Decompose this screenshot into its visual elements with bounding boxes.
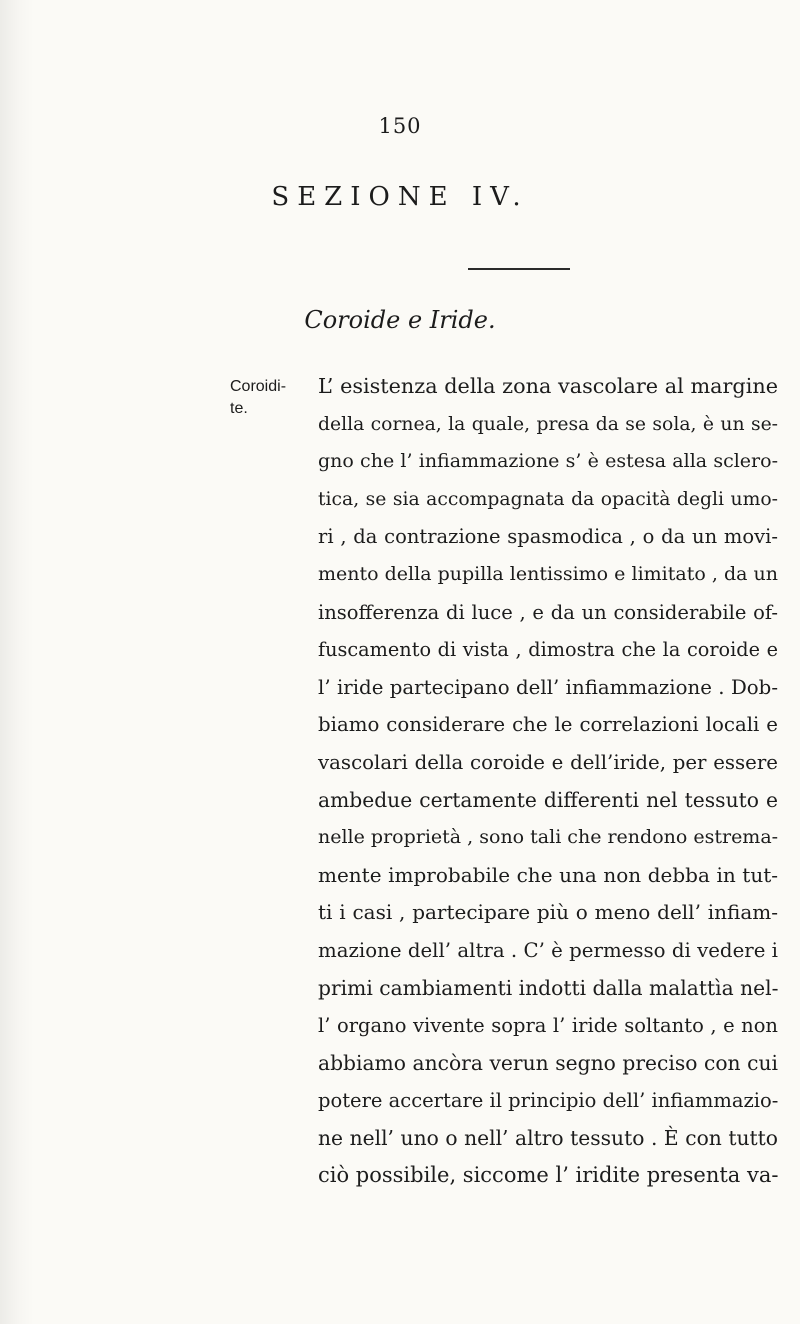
margin-note — [230, 376, 300, 420]
text-line: L’ esistenza della zona vascolare al margine — [318, 374, 778, 398]
section-heading: SEZIONE IV. — [271, 182, 529, 212]
body-paragraph — [318, 368, 778, 1195]
text-line: l’ organo vivente sopra l’ iride soltanto , e non — [318, 1014, 778, 1038]
text-line: della cornea, la quale, presa da se sola, è un se- — [318, 413, 778, 435]
text-line: ti i casi , partecipare più o meno dell’ infiam- — [318, 900, 778, 925]
text-line: mento della pupilla lentissimo e limitato , da un — [318, 562, 778, 585]
text-line: insofferenza di luce , e da un considerabile of- — [318, 600, 778, 624]
text-line: primi cambiamenti indotti dalla malattìa nel- — [318, 975, 779, 1000]
margin-note-line: te. — [230, 400, 248, 417]
text-line: l’ iride partecipano dell’ infiammazione . Dob- — [318, 675, 778, 699]
text-line: nelle proprietà , sono tali che rendono estrema- — [318, 826, 779, 849]
page-number: 150 — [378, 114, 422, 138]
text-line: ne nell’ uno o nell’ altro tessuto . È con tutto — [318, 1125, 778, 1150]
text-line: abbiamo ancòra verun segno preciso con cui — [318, 1050, 778, 1075]
text-line: potere accertare il principio dell’ infiammazio- — [318, 1089, 779, 1113]
text-line: ri , da contrazione spasmodica , o da un movi- — [318, 525, 778, 549]
text-line: mazione dell’ altra . C’ è permesso di vedere i — [318, 938, 778, 962]
text-line: mente improbabile che una non debba in tut- — [318, 862, 778, 887]
text-line: biamo considerare che le correlazioni locali e — [318, 713, 778, 737]
text-line: fuscamento di vista , dimostra che la coroide e — [318, 638, 778, 662]
heading-rule — [468, 268, 570, 270]
text-line: vascolari della coroide e dell’iride, per essere — [318, 750, 778, 774]
chapter-title: Coroide e Iride. — [304, 306, 496, 334]
margin-note-line: Coroidi- — [230, 378, 287, 395]
text-line: ambedue certamente differenti nel tessuto e — [318, 787, 778, 812]
text-line: tica, se sia accompagnata da opacità degli umo- — [318, 488, 778, 510]
text-line: gno che l’ infiammazione s’ è estesa alla sclero- — [318, 450, 778, 473]
text-line: ciò possibile, siccome l’ iridite presenta va- — [318, 1163, 779, 1188]
